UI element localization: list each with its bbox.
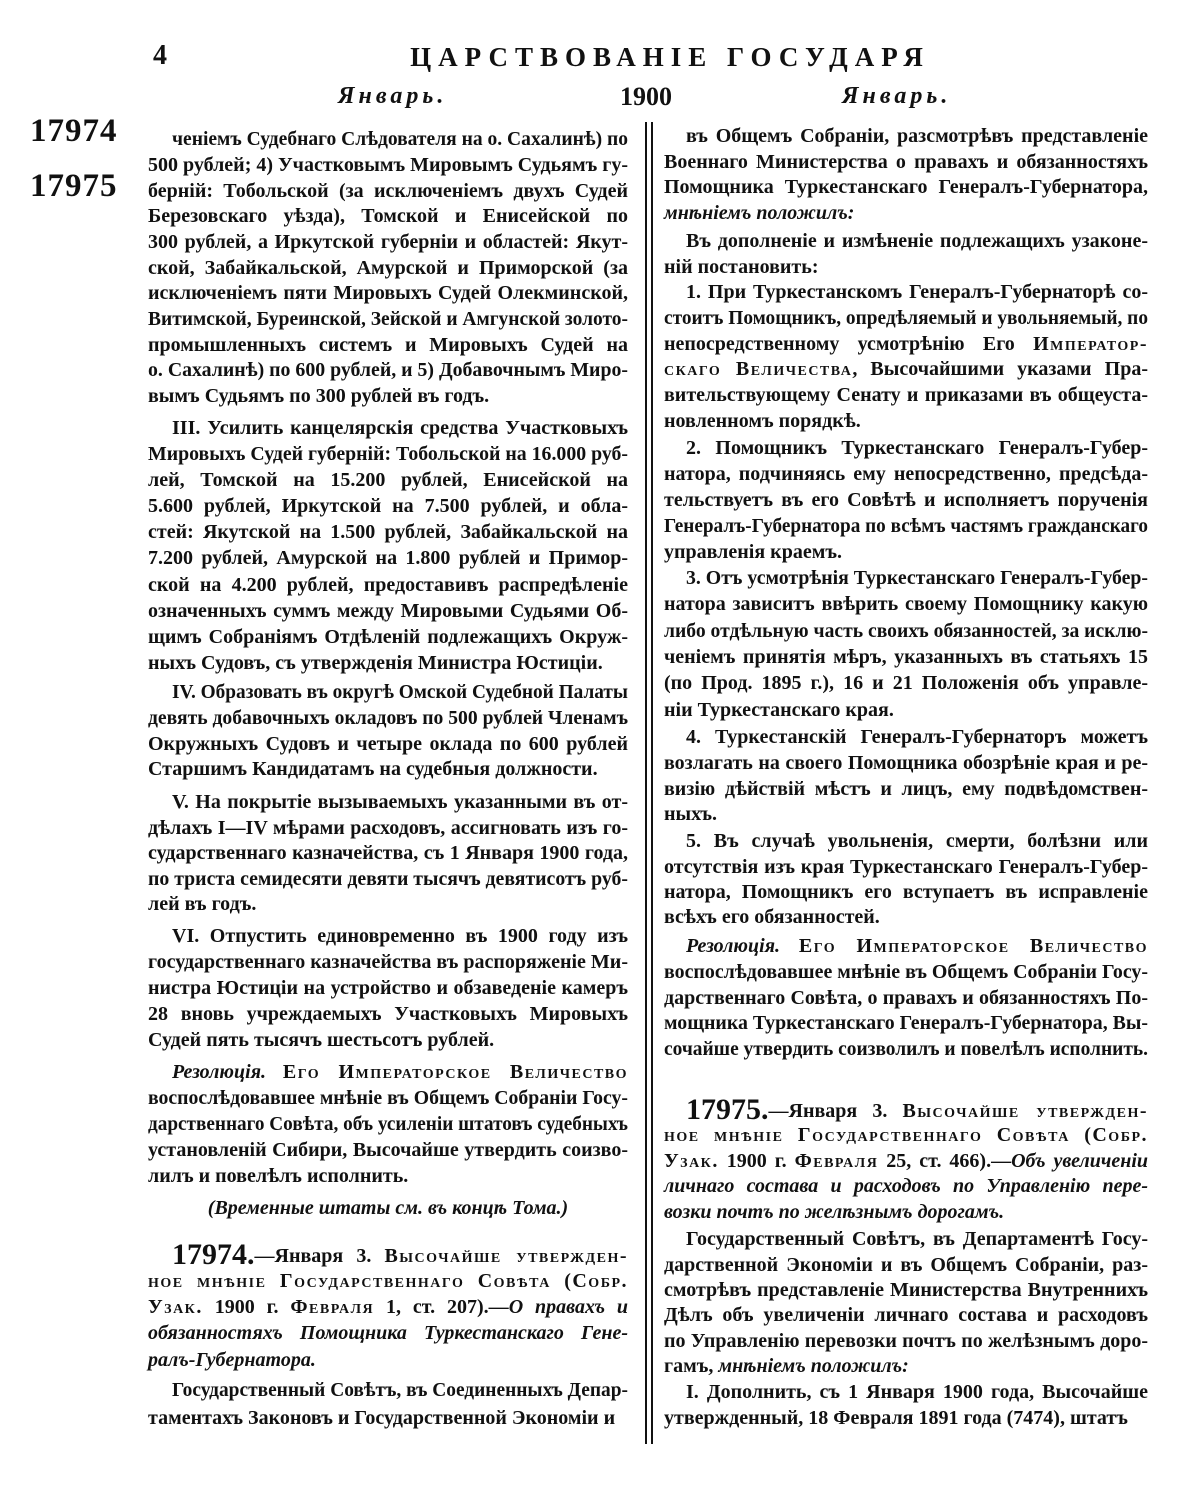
line-text: девять добавочныхъ окладовъ по 500 рублей Членамъ bbox=[148, 706, 628, 729]
text-line bbox=[664, 1329, 1148, 1354]
line-text: установленій Сибири, Высочайше утвердить соизво- bbox=[148, 1139, 628, 1161]
line-text: возлагать на своего Помощника обозрѣніе края и ре- bbox=[664, 751, 1148, 774]
line-text: Помощника Туркестанскаго Генералъ-Губернатора, bbox=[664, 176, 1148, 199]
line-text bbox=[780, 935, 799, 957]
italic-text: ралъ-Губернатора. bbox=[148, 1348, 316, 1371]
line-text: 1900 г. bbox=[718, 1149, 795, 1172]
text-line bbox=[148, 1059, 628, 1085]
line-text: 1900 г. bbox=[202, 1296, 291, 1319]
text-line bbox=[664, 1405, 1148, 1431]
text-line bbox=[148, 1404, 628, 1432]
text-line bbox=[148, 816, 628, 842]
margin-article-number: 17974 bbox=[30, 113, 118, 149]
line-text: ныхъ Судовъ, съ утвержденія Министра Юстиціи. bbox=[148, 651, 603, 674]
text-line bbox=[664, 201, 1148, 227]
line-text bbox=[266, 1061, 283, 1083]
text-line bbox=[664, 513, 1148, 539]
text-line bbox=[148, 179, 628, 205]
text-line bbox=[664, 487, 1148, 513]
text-line bbox=[664, 1227, 1148, 1252]
year: 1900 bbox=[620, 82, 672, 111]
text-line bbox=[148, 519, 628, 545]
text-line bbox=[148, 757, 628, 783]
line-text: по триста семидесяти девяти тысячъ девятисотъ руб- bbox=[148, 867, 628, 890]
line-text: Генералъ-Губернатора по всѣмъ частямъ гражданскаго bbox=[664, 515, 1148, 537]
text-line bbox=[664, 591, 1148, 617]
line-text: 5.600 рублей, Иркутской на 7.500 рублей, и обла- bbox=[148, 495, 628, 518]
italic-text: (Временные штаты см. въ концѣ Тома.) bbox=[207, 1197, 569, 1219]
text-line bbox=[664, 383, 1148, 409]
line-text: дѣлахъ I—IV мѣрами расходовъ, ассигновать изъ го- bbox=[148, 816, 628, 839]
line-text: промышленныхъ системъ и Мировыхъ Судей на bbox=[148, 333, 628, 356]
paragraph bbox=[148, 1195, 628, 1221]
line-text: сударственнаго казначейства, съ 1 Января 1900 года, bbox=[148, 842, 628, 865]
line-text: Въ дополненіе и измѣненіе подлежащихъ узаконе- bbox=[686, 230, 1148, 253]
text-line bbox=[148, 204, 628, 230]
line-text: 3. Отъ усмотрѣнія Туркестанскаго Генералъ-Губер- bbox=[686, 566, 1148, 589]
line-text: лей, Томской на 15.200 рублей, Енисейской на bbox=[148, 469, 628, 492]
line-text: лилъ и повелѣлъ исполнить. bbox=[148, 1165, 409, 1187]
line-text: 28 вновь учреждаемыхъ Участковыхъ Мировыхъ bbox=[148, 1003, 628, 1025]
line-text: государственнаго казначейства въ распоряженіе Ми- bbox=[148, 951, 628, 973]
text-line bbox=[664, 565, 1148, 591]
text-line bbox=[664, 175, 1148, 201]
text-line bbox=[148, 598, 628, 624]
text-line bbox=[148, 923, 628, 949]
small-caps-text: Высочайше утвержден- bbox=[384, 1244, 629, 1267]
text-line bbox=[664, 150, 1148, 176]
line-text: воспослѣдовавшее мнѣніе въ Общемъ Собраніи Госу- bbox=[664, 960, 1148, 983]
text-line bbox=[148, 732, 628, 758]
line-text: берній: Тобольской (за исключеніемъ двухъ Судей bbox=[148, 179, 628, 202]
paragraph bbox=[664, 725, 1148, 828]
text-line bbox=[664, 1011, 1148, 1037]
running-title: ЦАРСТВОВАНІЕ ГОСУДАРЯ bbox=[410, 42, 930, 72]
line-text: стоитъ Помощникъ, опредѣляемый и увольняемый, по bbox=[664, 306, 1148, 329]
line-text: гамъ, bbox=[664, 1355, 719, 1378]
text-line bbox=[148, 790, 628, 816]
text-line bbox=[148, 1347, 628, 1373]
text-line bbox=[664, 777, 1148, 803]
small-caps-text: ное мнѣніе Государственнаго Совѣта (Собр. bbox=[664, 1123, 1148, 1146]
small-caps-text: Узак. bbox=[664, 1149, 719, 1172]
line-text: Военнаго Министерства о правахъ и обязанностяхъ bbox=[664, 150, 1148, 173]
line-text: новленномъ порядкѣ. bbox=[664, 410, 861, 433]
paragraph bbox=[148, 680, 628, 783]
line-text: мощника Туркестанскаго Генералъ-Губернатора, Вы- bbox=[664, 1012, 1148, 1035]
text-line bbox=[664, 409, 1148, 435]
line-text: нистра Юстиціи на устройство и обзаведеніе камеръ bbox=[148, 977, 628, 999]
text-line bbox=[148, 358, 628, 384]
text-line bbox=[664, 697, 1148, 723]
margin-article-number: 17975 bbox=[30, 168, 118, 204]
text-line bbox=[148, 384, 628, 410]
line-text: ній постановить: bbox=[664, 255, 819, 278]
line-text: въ Общемъ Собраніи, разсмотрѣвъ представленіе bbox=[686, 125, 1148, 148]
paragraph bbox=[664, 435, 1148, 565]
text-line bbox=[148, 867, 628, 893]
text-line bbox=[664, 1123, 1148, 1149]
text-line bbox=[148, 333, 628, 359]
text-line bbox=[148, 230, 628, 256]
paragraph bbox=[664, 1227, 1148, 1379]
line-text: VI. Отпустить единовременно въ 1900 году изъ bbox=[172, 925, 628, 947]
text-line bbox=[148, 975, 628, 1001]
italic-text: Резолюція. bbox=[686, 935, 780, 958]
line-text: смотрѣвъ представленіе Министерства Внутреннихъ bbox=[664, 1279, 1148, 1302]
line-text: либо отдѣльную часть своихъ обязанностей, за исклю- bbox=[664, 619, 1148, 642]
italic-text: личнаго состава и расходовъ по Управленію пере- bbox=[664, 1175, 1148, 1198]
text-line bbox=[148, 127, 628, 153]
line-text: по Управленію перевозки почтъ по желѣзнымъ доро- bbox=[664, 1329, 1148, 1352]
line-text: V. На покрытіе вызываемыхъ указанными въ от- bbox=[172, 791, 628, 814]
line-text: натора, подчиняясь ему непосредственно, предсѣда- bbox=[664, 463, 1148, 485]
italic-text: Объ увеличеніи bbox=[1011, 1149, 1149, 1172]
text-line bbox=[148, 545, 628, 571]
line-text: 25, ст. 466).— bbox=[878, 1149, 1012, 1172]
text-line bbox=[148, 1163, 628, 1189]
small-caps-text: Узак. bbox=[148, 1296, 203, 1319]
small-caps-text: Его Императорское Величество bbox=[282, 1061, 629, 1083]
text-line bbox=[664, 255, 1148, 281]
text-line bbox=[664, 357, 1148, 383]
text-line bbox=[664, 124, 1148, 150]
line-text: 1. При Туркестанскомъ Генералъ-Губернаторѣ со- bbox=[686, 281, 1148, 304]
text-line bbox=[148, 841, 628, 867]
line-text: ченіемъ принятія мѣръ, указанныхъ въ статьяхъ 15 bbox=[664, 645, 1148, 668]
paragraph bbox=[148, 1237, 629, 1373]
paragraph bbox=[664, 280, 1148, 435]
paragraph bbox=[148, 923, 628, 1053]
text-line bbox=[148, 1111, 628, 1137]
month-right: Январь. bbox=[842, 83, 952, 109]
text-line bbox=[664, 1354, 1148, 1379]
text-line bbox=[148, 256, 628, 282]
text-line bbox=[664, 725, 1148, 751]
text-line bbox=[148, 892, 628, 918]
text-line bbox=[148, 1027, 628, 1053]
line-text: таментахъ Законовъ и Государственной Экономіи и bbox=[148, 1407, 616, 1429]
line-text: 500 рублей; 4) Участковымъ Мировымъ Судьямъ гу- bbox=[148, 153, 628, 176]
small-caps-text: ное мнѣніе Государственнаго Совѣта (Собр. bbox=[148, 1270, 628, 1293]
line-text: щимъ Собраніямъ Отдѣленій подлежащихъ Окруж- bbox=[148, 625, 628, 648]
text-line bbox=[664, 986, 1148, 1012]
text-line bbox=[148, 493, 628, 519]
small-caps-text: Высочайше утвержден- bbox=[902, 1100, 1149, 1123]
text-line bbox=[148, 1268, 628, 1294]
line-text: тельствуетъ въ его Совѣтѣ и исполняетъ порученія bbox=[664, 489, 1148, 511]
text-line bbox=[664, 618, 1148, 644]
line-text: Березовскаго уѣзда), Томской и Енисейской по bbox=[148, 205, 628, 228]
paragraph bbox=[148, 1376, 628, 1432]
text-line bbox=[148, 572, 628, 598]
text-line bbox=[664, 1093, 1149, 1127]
text-line bbox=[664, 1303, 1148, 1328]
line-text: ніи Туркестанскаго края. bbox=[664, 698, 894, 721]
line-text: управленія краемъ. bbox=[664, 541, 842, 563]
line-text: воспослѣдовавшее мнѣніе въ Общемъ Собраніи Госу- bbox=[148, 1087, 628, 1109]
paragraph bbox=[664, 829, 1148, 930]
text-line bbox=[664, 829, 1148, 854]
line-text: Мировыхъ Судей губерній: Тобольской на 16.000 руб- bbox=[148, 443, 628, 466]
line-text: 5. Въ случаѣ увольненія, смерти, болѣзни или bbox=[686, 830, 1148, 853]
paragraph bbox=[148, 1059, 628, 1189]
text-line bbox=[664, 960, 1148, 986]
paragraph bbox=[148, 790, 628, 918]
line-text: вительствующему Сенату и приказами въ общеуста- bbox=[664, 384, 1148, 407]
italic-text: мнѣніемъ положилъ: bbox=[664, 201, 855, 224]
text-line bbox=[664, 934, 1148, 960]
line-text: I. Дополнить, съ 1 Января 1900 года, Высочайше bbox=[686, 1381, 1148, 1403]
line-text: ской, Забайкальской, Амурской и Приморской (за bbox=[148, 256, 628, 279]
text-line bbox=[664, 802, 1148, 828]
line-text: Старшимъ Кандидатамъ на судебныя должности. bbox=[148, 758, 598, 781]
line-text: стей: Якутской на 1.500 рублей, Забайкальской на bbox=[148, 521, 628, 544]
small-caps-text: скаго Величества bbox=[664, 358, 853, 381]
text-line bbox=[664, 1200, 1148, 1226]
paragraph bbox=[148, 415, 628, 676]
text-line bbox=[148, 1376, 628, 1404]
text-line bbox=[148, 441, 628, 467]
text-line bbox=[664, 435, 1148, 461]
line-text: натора зависитъ ввѣрить своему Помощнику какую bbox=[664, 593, 1148, 616]
line-text: натора, Помощникъ его вступаетъ въ исправленіе bbox=[664, 880, 1148, 903]
small-caps-text: Февраля bbox=[290, 1296, 375, 1319]
text-line bbox=[664, 229, 1148, 255]
text-line bbox=[148, 1137, 628, 1163]
line-text: III. Усилить канцелярскія средства Участковыхъ bbox=[172, 416, 628, 439]
line-text: сочайше утвердить соизволилъ и повелѣлъ исполнить. bbox=[664, 1038, 1148, 1061]
line-text: 1, ст. 207).— bbox=[374, 1296, 509, 1319]
article-number: 17975. bbox=[686, 1093, 769, 1127]
italic-text: Резолюція. bbox=[172, 1061, 266, 1083]
paragraph bbox=[664, 1093, 1149, 1226]
italic-text: возки почтъ по желѣзнымъ дорогамъ. bbox=[664, 1201, 1005, 1224]
line-text: (по Прод. 1895 г.), 16 и 21 Положенія объ управле- bbox=[664, 672, 1148, 695]
line-text: 7.200 рублей, Амурской на 1.800 рублей и Примор- bbox=[148, 547, 628, 570]
text-line bbox=[664, 670, 1148, 696]
line-text: Дѣлъ объ увеличеніи личнаго состава и расходовъ bbox=[664, 1304, 1148, 1327]
line-text: дарственнаго Совѣта, о правахъ и обязанностяхъ По- bbox=[664, 986, 1148, 1009]
line-text: 4. Туркестанскій Генералъ-Губернаторъ можетъ bbox=[686, 726, 1148, 749]
text-line bbox=[664, 1149, 1148, 1175]
text-line bbox=[664, 880, 1148, 905]
small-caps-text: Февраля bbox=[794, 1149, 879, 1172]
text-line bbox=[148, 650, 628, 676]
line-text: непосредственному усмотрѣнію Его bbox=[664, 332, 1034, 355]
paragraph bbox=[664, 1379, 1148, 1431]
line-text: вымъ Судьямъ по 300 рублей въ годъ. bbox=[148, 385, 490, 408]
line-text: Окружныхъ Судовъ и четыре оклада по 600 рублей bbox=[148, 732, 628, 755]
line-text: 300 рублей, а Иркутской губерніи и областей: Якут- bbox=[148, 230, 628, 253]
line-text: Судей пять тысячъ шестьсотъ рублей. bbox=[148, 1029, 495, 1051]
line-text: ченіемъ Судебнаго Слѣдователя на о. Сахалинѣ) по bbox=[172, 128, 628, 151]
month-left: Январь. bbox=[338, 83, 448, 109]
paragraph bbox=[664, 565, 1148, 723]
text-line bbox=[664, 280, 1148, 306]
text-line bbox=[148, 706, 628, 732]
italic-text: обязанностяхъ Помощника Туркестанскаго Гене- bbox=[148, 1322, 628, 1345]
line-text: о. Сахалинѣ) по 600 рублей, и 5) Добавочнымъ Миро- bbox=[148, 359, 628, 382]
italic-text: мнѣніемъ положилъ: bbox=[718, 1355, 909, 1378]
paragraph bbox=[148, 127, 628, 410]
line-text: ской на 4.200 рублей, предоставивъ распредѣленіе bbox=[148, 573, 628, 596]
text-line bbox=[664, 332, 1148, 358]
line-text: Государственный Совѣтъ, въ Департаментѣ Госу- bbox=[686, 1228, 1148, 1251]
paragraph bbox=[664, 124, 1148, 226]
line-text: отсутствія изъ края Туркестанскаго Генералъ-Губер- bbox=[664, 855, 1148, 878]
line-text: исключеніемъ пяти Мировыхъ Судей Олекминской, bbox=[148, 282, 628, 305]
line-text: дарственнаго Совѣта, объ усиленіи штатовъ судебныхъ bbox=[148, 1113, 628, 1135]
line-text: Витимской, Буреинской, Зейской и Амгунской золото- bbox=[148, 307, 628, 330]
column-divider bbox=[645, 122, 647, 1444]
text-line bbox=[148, 1320, 628, 1346]
page-number: 4 bbox=[153, 40, 167, 71]
text-line bbox=[148, 307, 628, 333]
line-text: всѣхъ его обязанностей. bbox=[664, 906, 880, 929]
line-text: , Высочайшими указами Пра- bbox=[852, 358, 1148, 381]
small-caps-text: Его Императорское Величество bbox=[798, 935, 1149, 958]
italic-text: О правахъ и bbox=[508, 1296, 629, 1319]
line-text: —Января 3. bbox=[768, 1100, 903, 1123]
text-line bbox=[664, 751, 1148, 777]
article-number: 17974. bbox=[172, 1237, 255, 1271]
column-divider bbox=[651, 122, 653, 1444]
text-line bbox=[148, 415, 628, 441]
text-line bbox=[148, 624, 628, 650]
text-line bbox=[148, 153, 628, 179]
line-text: означенныхъ суммъ между Мировыми Судьями Об- bbox=[148, 599, 628, 622]
text-line bbox=[148, 1001, 628, 1027]
text-line bbox=[664, 539, 1148, 565]
line-text: ныхъ. bbox=[664, 803, 718, 826]
text-line bbox=[664, 1037, 1148, 1063]
text-line bbox=[148, 467, 628, 493]
text-line bbox=[664, 306, 1148, 332]
line-text: IV. Образовать въ округѣ Омской Судебной Палаты bbox=[172, 681, 628, 704]
text-line bbox=[148, 1085, 628, 1111]
text-line bbox=[664, 461, 1148, 487]
text-line bbox=[664, 1174, 1148, 1200]
text-line bbox=[664, 905, 1148, 930]
text-line bbox=[664, 644, 1148, 670]
text-line bbox=[148, 1195, 628, 1221]
line-text: лей въ годъ. bbox=[148, 893, 257, 916]
line-text: 2. Помощникъ Туркестанскаго Генералъ-Губер- bbox=[686, 437, 1148, 459]
text-line bbox=[664, 1278, 1148, 1303]
line-text: визію дѣйствій мѣстъ и лицъ, ему подвѣдомствен- bbox=[664, 777, 1148, 800]
text-line bbox=[148, 949, 628, 975]
paragraph bbox=[664, 229, 1148, 280]
text-line bbox=[664, 1253, 1148, 1278]
line-text: утвержденный, 18 Февраля 1891 года (7474), штатъ bbox=[664, 1407, 1128, 1429]
text-line bbox=[664, 855, 1148, 880]
text-line bbox=[148, 1294, 628, 1320]
line-text: —Января 3. bbox=[254, 1244, 385, 1267]
line-text: дарственной Экономіи и въ Общемъ Собраніи, раз- bbox=[664, 1253, 1148, 1276]
text-line bbox=[148, 1237, 629, 1271]
paragraph bbox=[664, 934, 1148, 1063]
text-line bbox=[664, 1379, 1148, 1405]
small-caps-text: Император- bbox=[1033, 332, 1148, 355]
line-text: Государственный Совѣтъ, въ Соединенныхъ Депар- bbox=[172, 1379, 628, 1401]
text-line bbox=[148, 281, 628, 307]
text-line bbox=[148, 680, 628, 706]
